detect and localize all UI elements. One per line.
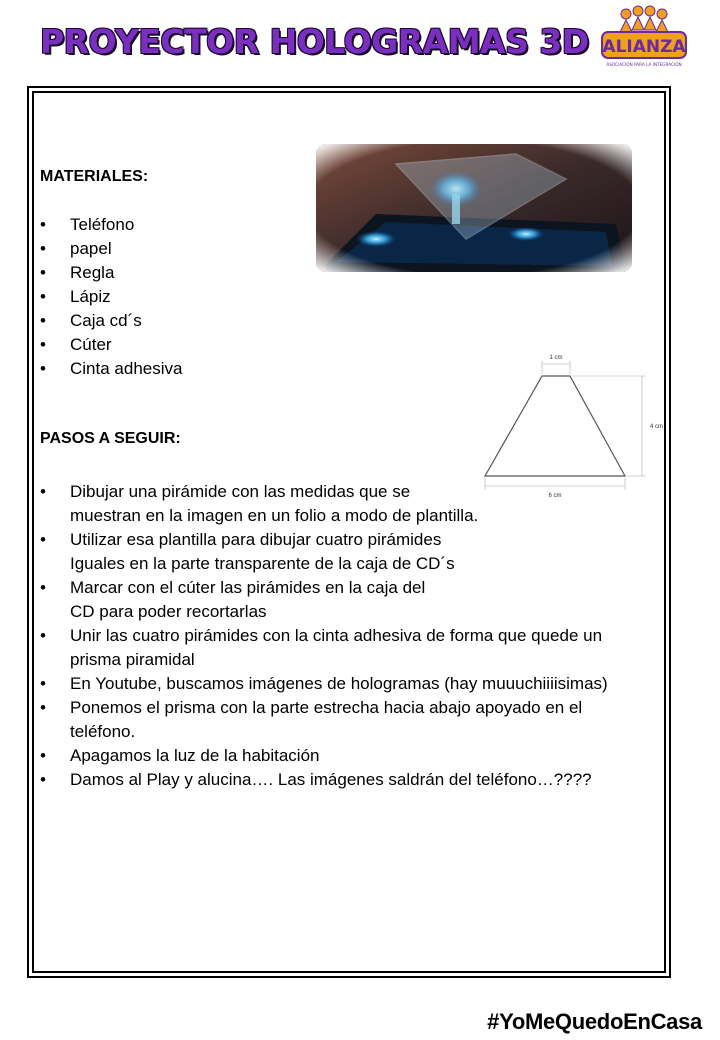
step-line: Marcar con el cúter las pirámides en la caja del — [70, 578, 426, 597]
step-line: En Youtube, buscamos imágenes de hologramas (hay muuuchiiiisimas) — [70, 674, 608, 693]
materials-list — [40, 213, 182, 381]
hashtag: #YoMeQuedoEnCasa — [487, 1009, 702, 1034]
bottom-dimension-label: 6 cm — [548, 493, 562, 499]
list-item — [40, 696, 660, 744]
steps-list — [40, 480, 660, 792]
steps-heading: PASOS A SEGUIR: — [40, 430, 181, 447]
step-line-continued: Iguales en la parte transparente de la caja de CD´s — [70, 554, 455, 573]
list-item: • papel — [40, 237, 182, 261]
materials-heading: MATERIALES: — [40, 168, 149, 185]
alianza-logo — [596, 4, 690, 74]
list-item — [40, 480, 660, 528]
page-title: PROYECTOR HOLOGRAMAS 3D — [40, 22, 589, 61]
step-line: Apagamos la luz de la habitación — [70, 746, 320, 765]
step-line-continued: teléfono. — [70, 722, 136, 741]
list-item — [40, 528, 660, 576]
logo-text: ALIANZA — [602, 37, 686, 57]
step-line: Ponemos el prisma con la parte estrecha hacia abajo apoyado en el — [70, 698, 583, 717]
step-line-continued: muestran en la imagen en un folio a modo de plantilla. — [70, 506, 479, 525]
logo-tagline: ASOCIACIÓN PARA LA INTEGRACIÓN — [606, 62, 682, 67]
list-item: • Regla — [40, 261, 182, 285]
list-item: • Cúter — [40, 333, 182, 357]
list-item: • Caja cd´s — [40, 309, 182, 333]
step-line: Unir las cuatro pirámides con la cinta adhesiva de forma que quede un — [70, 626, 603, 645]
list-item: • Teléfono — [40, 213, 182, 237]
side-dimension-label: 4 cm — [650, 424, 664, 430]
list-item — [40, 768, 660, 792]
step-line: Dibujar una pirámide con las medidas que se — [70, 482, 411, 501]
list-item — [40, 576, 660, 624]
step-line-continued: CD para poder recortarlas — [70, 602, 267, 621]
list-item — [40, 624, 660, 672]
list-item — [40, 672, 660, 696]
top-dimension-label: 1 cm — [549, 355, 563, 361]
list-item — [40, 744, 660, 768]
step-line-continued: prisma piramidal — [70, 650, 195, 669]
step-line: Utilizar esa plantilla para dibujar cuatro pirámides — [70, 530, 442, 549]
hologram-photo — [316, 144, 632, 272]
list-item: • Cinta adhesiva — [40, 357, 182, 381]
list-item: • Lápiz — [40, 285, 182, 309]
step-line: Damos al Play y alucina…. Las imágenes saldrán del teléfono…???? — [70, 770, 592, 789]
